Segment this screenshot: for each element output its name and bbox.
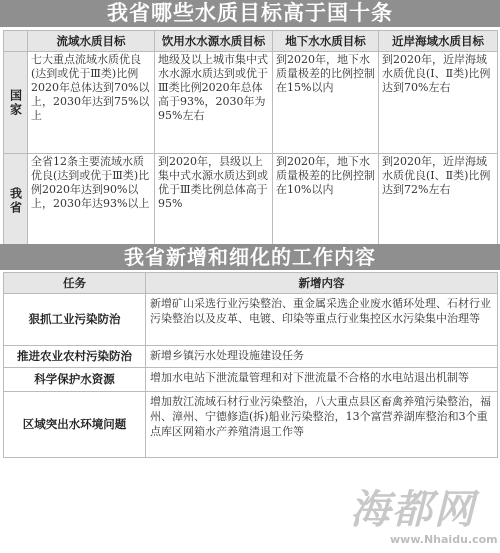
table-cell: 到2020年，地下水质量极差的比例控制在15%以内 (273, 52, 379, 154)
table-cell: 到2020年，县级以上集中式水源水质达到或优于Ⅲ类比例总体高于95% (155, 154, 273, 248)
column-header: 地下水水质目标 (273, 31, 379, 52)
task-content: 新增乡镇污水处理设施建设任务 (146, 346, 498, 368)
table-cell: 到2020年，地下水质量极差的比例控制在10%以内 (273, 154, 379, 248)
table-row (4, 346, 498, 368)
column-header: 近岸海域水质目标 (379, 31, 498, 52)
section2-title: 我省新增和细化的工作内容 (0, 244, 500, 270)
task-label: 科学保护水资源 (4, 368, 146, 392)
column-header: 流域水质目标 (28, 31, 155, 52)
column-header-task: 任务 (4, 273, 146, 294)
table-cell: 七大重点流域水质优良(达到或优于Ⅲ类)比例2020年总体达到70%以上，2030年达到75%以上 (28, 52, 155, 154)
watermark-url: www.Nhaidu.com (390, 533, 498, 546)
table-row-province (4, 154, 498, 248)
task-content: 新增矿山采选行业污染整治、重金属采选企业废水循环处理、石材行业污染整治以及皮革、电镀、印染等重点行业集控区水污染集中治理等 (146, 294, 498, 346)
row-header-province: 我省 (4, 154, 28, 248)
site-watermark (350, 487, 498, 549)
column-header: 饮用水水源水质目标 (155, 31, 273, 52)
table-cell: 到2020年，近岸海域水质优良(Ⅰ、Ⅱ类)比例达到72%左右 (379, 154, 498, 248)
row-header-national: 国家 (4, 52, 28, 154)
table-header-row (4, 31, 498, 52)
section1-title: 我省哪些水质目标高于国十条 (0, 0, 500, 27)
table-row-national (4, 52, 498, 154)
task-label: 区域突出水环境问题 (4, 392, 146, 458)
task-label: 推进农业农村污染防治 (4, 346, 146, 368)
task-label: 狠抓工业污染防治 (4, 294, 146, 346)
table-header-row (4, 273, 498, 294)
table-cell: 到2020年，近岸海域水质优良(Ⅰ、Ⅱ类)比例达到70%左右 (379, 52, 498, 154)
column-header-content: 新增内容 (146, 273, 498, 294)
corner-cell (4, 31, 28, 52)
new-work-content-table (3, 272, 498, 458)
task-content: 增加敖江流域石材行业污染整治，八大重点县区畜禽养殖污染整治，福州、漳州、宁德修造(拆)船业污染整治，13个富营养湖库整治和3个重点库区网箱水产养殖清退工作等 (146, 392, 498, 458)
table-row (4, 294, 498, 346)
table-row (4, 392, 498, 458)
table-row (4, 368, 498, 392)
water-quality-targets-table (3, 30, 498, 248)
task-content: 增加水电站下泄流量管理和对下泄流量不合格的水电站退出机制等 (146, 368, 498, 392)
table-cell: 地级及以上城市集中式水水源水质达到或优于Ⅲ类比例2020年总体高于93%，2030年为95%左右 (155, 52, 273, 154)
watermark-logo: 海都网 (350, 486, 476, 533)
table-cell: 全省12条主要流域水质优良(达到或优于Ⅲ类)比例2020年达到90%以上，2030年达93%以上 (28, 154, 155, 248)
